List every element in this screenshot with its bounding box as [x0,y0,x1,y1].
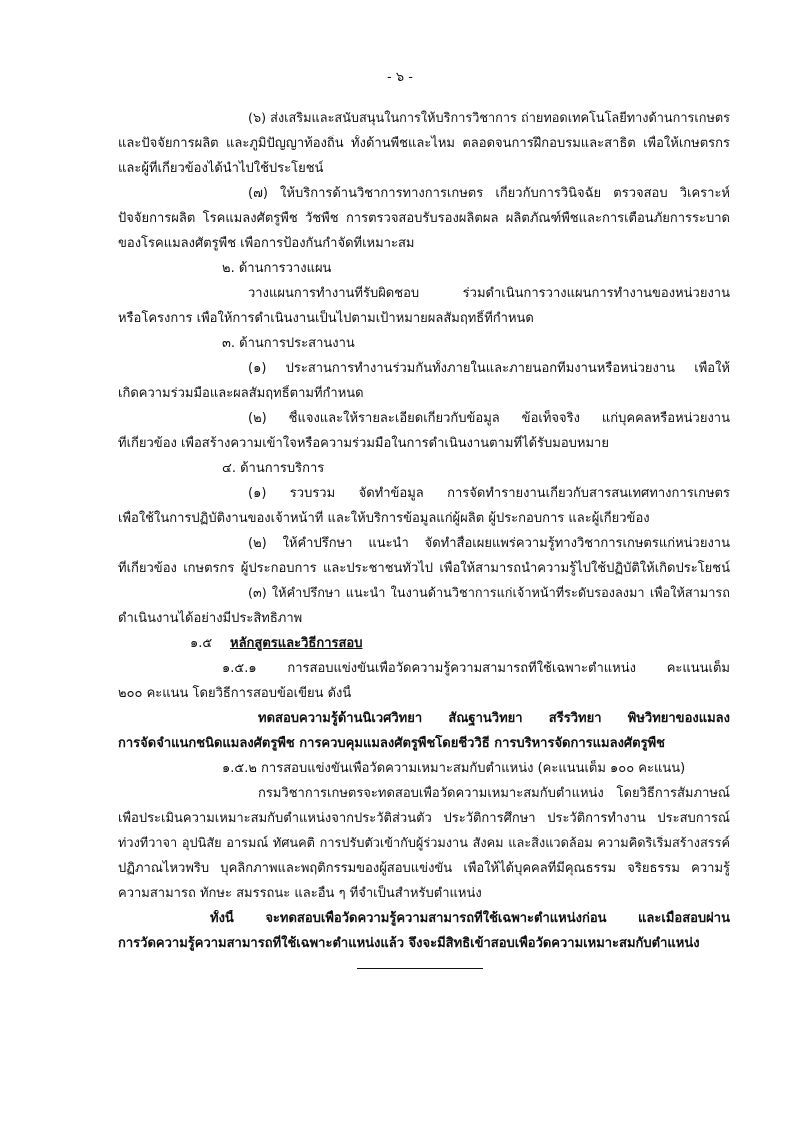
text-line: เกิดความร่วมมือและผลสัมฤทธิ์ตามที่กำหนด [118,386,364,401]
text-line: (๑) ประสานการทำงานร่วมกันทั้งภายในและภายนอกทีมงานหรือหน่วยงาน เพื่อให้ [248,361,730,376]
end-divider [357,968,483,969]
text-line: เพื่อประเมินความเหมาะสมกับตำแหน่งจากประวัติส่วนตัว ประวัติการศึกษา ประวัติการทำงาน ประสบการณ์ [118,811,730,826]
text-line: ๑.๕.๒ การสอบแข่งขันเพื่อวัดความเหมาะสมกับตำแหน่ง (คะแนนเต็ม ๑๐๐ คะแนน) [222,761,686,776]
bold-text-line: การวัดความรู้ความสามารถที่ใช้เฉพาะตำแหน่งแล้ว จึงจะมีสิทธิเข้าสอบเพื่อวัดความเหมาะสมกับตำแหน่ง [118,936,700,951]
text-line: (๒) ให้คำปรึกษา แนะนำ จัดทำสื่อเผยแพร่ความรู้ทางวิชาการเกษตรแก่หน่วยงาน [248,536,730,551]
text-line: (๗) ให้บริการด้านวิชาการทางการเกษตร เกี่ยวกับการวินิจฉัย ตรวจสอบ วิเคราะห์ [248,186,730,201]
subsection-title: หลักสูตรและวิธีการสอบ [230,636,363,651]
bold-text-line: การจัดจำแนกชนิดแมลงศัตรูพืช การควบคุมแมลงศัตรูพืชโดยชีววิธี การบริหารจัดการแมลงศัตรูพืช [118,736,665,751]
section-heading: ๔. ด้านการบริการ [222,461,325,476]
section-heading: ๒. ด้านการวางแผน [222,261,332,276]
subsection-number: ๑.๕ [190,636,213,651]
text-line: และปัจจัยการผลิต และภูมิปัญญาท้องถิ่น ทั้งด้านพืชและไหม ตลอดจนการฝึกอบรมและสาธิต เพื่อให้เกษตรกร [118,136,730,151]
text-line: ของโรคแมลงศัตรูพืช เพื่อการป้องกันกำจัดที่เหมาะสม [118,236,415,251]
text-line: ดำเนินงานได้อย่างมีประสิทธิภาพ [118,611,303,626]
text-line: ท่วงทีวาจา อุปนิสัย อารมณ์ ทัศนคติ การปรับตัวเข้ากับผู้ร่วมงาน สังคม และสิ่งแวดล้อม ความคิดริเริ่มสร้างสรรค์ [118,836,730,851]
text-line: (๒) ชี้แจงและให้รายละเอียดเกี่ยวกับข้อมูล ข้อเท็จจริง แก่บุคคลหรือหน่วยงาน [248,411,730,426]
page-number: - ๖ - [387,70,413,85]
text-line: ปฏิภาณไหวพริบ บุคลิกภาพและพฤติกรรมของผู้สอบแข่งขัน เพื่อให้ได้บุคคลที่มีคุณธรรม จริยธรรม ความรู้ [118,861,730,876]
text-line: (๖) ส่งเสริมและสนับสนุนในการให้บริการวิชาการ ถ่ายทอดเทคโนโลยีทางด้านการเกษตร [248,111,730,126]
text-line: ความสามารถ ทักษะ สมรรถนะ และอื่น ๆ ที่จำเป็นสำหรับตำแหน่ง [118,886,482,901]
text-line: ๑.๕.๑ การสอบแข่งขันเพื่อวัดความรู้ความสามารถที่ใช้เฉพาะตำแหน่ง คะแนนเต็ม [222,661,730,676]
text-line: (๑) รวบรวม จัดทำข้อมูล การจัดทำรายงานเกี่ยวกับสารสนเทศทางการเกษตร [248,486,730,501]
section-heading: ๓. ด้านการประสานงาน [222,336,355,351]
text-line: ที่เกี่ยวข้อง เกษตรกร ผู้ประกอบการ และประชาชนทั่วไป เพื่อให้สามารถนำความรู้ไปใช้ปฏิบัติให้เกิดประโยชน์ [118,561,730,576]
text-line: ที่เกี่ยวข้อง เพื่อสร้างความเข้าใจหรือความร่วมมือในการดำเนินงานตามที่ได้รับมอบหมาย [118,436,609,451]
text-line: ปัจจัยการผลิต โรคแมลงศัตรูพืช วัชพืช การตรวจสอบรับรองผลิตผล ผลิตภัณฑ์พืชและการเตือนภัยการระบาด [118,211,730,226]
text-line: กรมวิชาการเกษตรจะทดสอบเพื่อวัดความเหมาะสมกับตำแหน่ง โดยวิธีการสัมภาษณ์ [258,786,730,801]
text-line: (๓) ให้คำปรึกษา แนะนำ ในงานด้านวิชาการแก่เจ้าหน้าที่ระดับรองลงมา เพื่อให้สามารถ [248,586,730,601]
text-line: ๒๐๐ คะแนน โดยวิธีการสอบข้อเขียน ดังนี้ [118,686,352,701]
bold-text-line: ทดสอบความรู้ด้านนิเวศวิทยา สัณฐานวิทยา สรีรวิทยา พิษวิทยาของแมลง [258,711,730,726]
text-line: วางแผนการทำงานที่รับผิดชอบ ร่วมดำเนินการวางแผนการทำงานของหน่วยงาน [248,286,730,301]
text-line: เพื่อใช้ในการปฏิบัติงานของเจ้าหน้าที่ และให้บริการข้อมูลแก่ผู้ผลิต ผู้ประกอบการ และผู้เกี่ยวข้อง [118,511,650,526]
text-line: และผู้ที่เกี่ยวข้องได้นำไปใช้ประโยชน์ [118,161,324,176]
text-line: หรือโครงการ เพื่อให้การดำเนินงานเป็นไปตามเป้าหมายผลสัมฤทธิ์ที่กำหนด [118,311,534,326]
bold-text-line: ทั้งนี้ จะทดสอบเพื่อวัดความรู้ความสามารถที่ใช้เฉพาะตำแหน่งก่อน และเมื่อสอบผ่าน [210,911,730,926]
